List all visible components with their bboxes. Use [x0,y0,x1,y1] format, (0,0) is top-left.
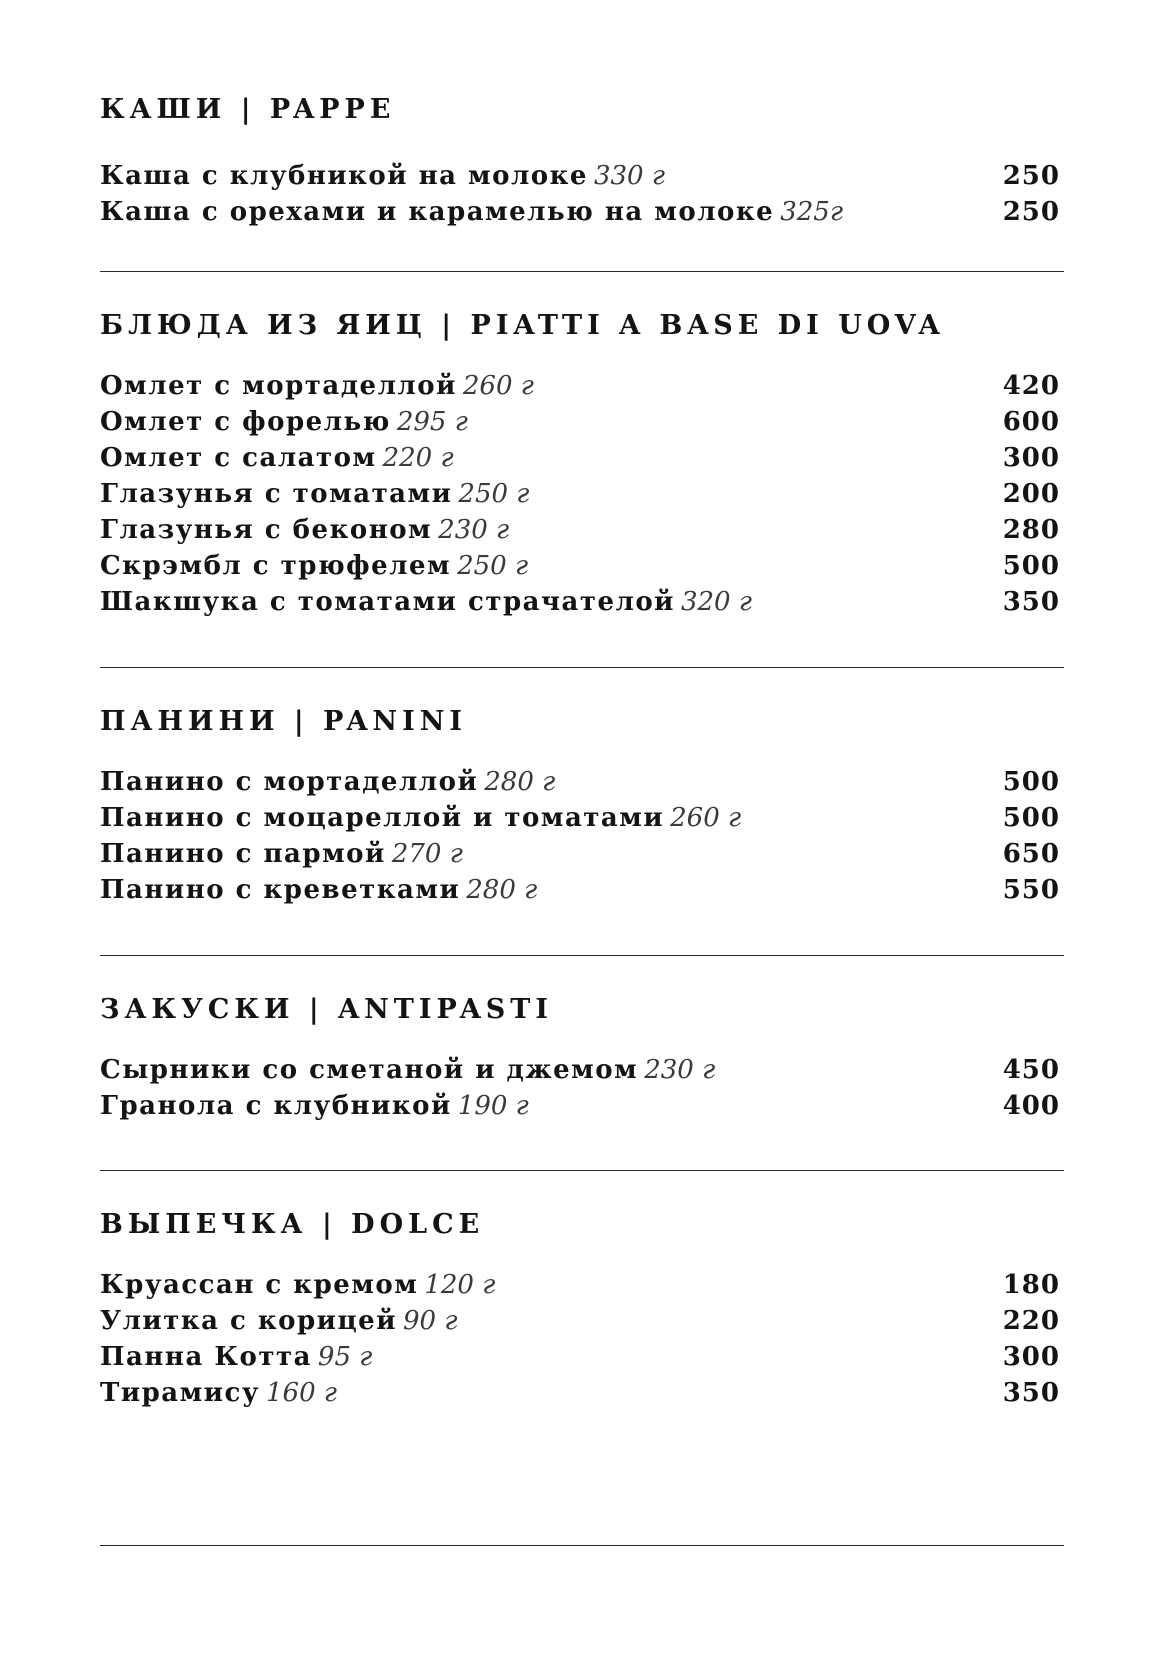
item-weight: 160 г [266,1378,338,1408]
item-weight: 120 г [424,1270,496,1300]
item-name: Тирамису [100,1378,261,1408]
item-name: Каша с клубникой на молоке [100,161,588,191]
menu-item [100,440,1060,476]
section-divider [100,1170,1064,1171]
item-weight: 280 г [484,767,556,797]
item-weight: 250 г [457,551,529,581]
item-price: 600 [1002,407,1060,437]
section-divider [100,271,1064,272]
item-name: Глазунья с томатами [100,479,453,509]
item-price: 500 [1002,551,1060,581]
item-name: Сырники со сметаной и джемом [100,1055,639,1085]
item-weight: 220 г [382,443,454,473]
menu-item [100,194,1060,230]
item-price: 350 [1002,587,1060,617]
item-name: Шакшука с томатами страчателой [100,587,675,617]
item-name: Скрэмбл с трюфелем [100,551,452,581]
item-name: Омлет с форелью [100,407,391,437]
item-name: Панино с мортаделлой [100,767,479,797]
item-weight: 270 г [391,839,463,869]
item-weight: 260 г [670,803,742,833]
section-title: ПАНИНИ | PANINI [100,706,468,737]
item-name: Омлет с салатом [100,443,377,473]
item-price: 420 [1002,371,1060,401]
menu-item [100,404,1060,440]
item-weight: 325г [780,197,843,227]
item-weight: 250 г [458,479,530,509]
item-name: Панино с пармой [100,839,386,869]
item-weight: 90 г [403,1306,458,1336]
menu-item [100,548,1060,584]
item-price: 450 [1002,1055,1060,1085]
item-list [100,158,1060,230]
item-price: 250 [1002,161,1060,191]
item-price: 200 [1002,479,1060,509]
item-weight: 95 г [317,1342,373,1372]
menu-item [100,836,1060,872]
item-name: Улитка с корицей [100,1306,397,1336]
item-price: 180 [1002,1270,1060,1300]
item-weight: 280 г [466,875,538,905]
menu-item [100,1052,1060,1088]
item-name: Глазунья с беконом [100,515,433,545]
item-price: 300 [1002,1342,1060,1372]
item-weight: 190 г [457,1091,529,1121]
item-name: Омлет с мортаделлой [100,371,457,401]
item-weight: 230 г [438,515,510,545]
item-price: 350 [1002,1378,1060,1408]
section-divider [100,955,1064,956]
menu-item [100,158,1060,194]
item-weight: 295 г [396,407,468,437]
menu-item [100,368,1060,404]
section-title: ЗАКУСКИ | ANTIPASTI [100,994,553,1025]
item-name: Гранола с клубникой [100,1091,452,1121]
section-pappe [100,92,1060,230]
item-list [100,764,1060,908]
item-name: Панино с креветками [100,875,461,905]
menu-item [100,1267,1060,1303]
menu-item [100,872,1060,908]
item-price: 500 [1002,803,1060,833]
section-title: КАШИ | PAPPE [100,94,396,125]
item-price: 650 [1002,839,1060,869]
item-weight: 230 г [644,1055,716,1085]
item-price: 550 [1002,875,1060,905]
section-panini [100,704,1060,908]
item-list [100,1052,1060,1124]
menu-item [100,1088,1060,1124]
item-list [100,1267,1060,1411]
item-name: Панино с моцареллой и томатами [100,803,665,833]
section-antipasti [100,992,1060,1124]
item-weight: 330 г [593,161,665,191]
section-uova [100,308,1060,620]
item-price: 220 [1002,1306,1060,1336]
item-name: Круассан с кремом [100,1270,419,1300]
item-price: 400 [1002,1091,1060,1121]
item-name: Каша с орехами и карамелью на молоке [100,197,775,227]
item-price: 280 [1002,515,1060,545]
item-weight: 320 г [680,587,752,617]
menu-item [100,1303,1060,1339]
item-list [100,368,1060,620]
item-price: 300 [1002,443,1060,473]
section-title: ВЫПЕЧКА | DOLCE [100,1209,485,1240]
menu-item [100,764,1060,800]
menu-item [100,584,1060,620]
menu-item [100,800,1060,836]
item-name: Панна Котта [100,1342,312,1372]
item-price: 500 [1002,767,1060,797]
section-dolce [100,1207,1060,1411]
section-divider [100,1545,1064,1546]
menu-item [100,512,1060,548]
menu-item [100,1375,1060,1411]
item-weight: 260 г [462,371,534,401]
menu-item [100,1339,1060,1375]
item-price: 250 [1002,197,1060,227]
section-title: БЛЮДА ИЗ ЯИЦ | PIATTI A BASE DI UOVA [100,310,945,341]
section-divider [100,667,1064,668]
menu-item [100,476,1060,512]
